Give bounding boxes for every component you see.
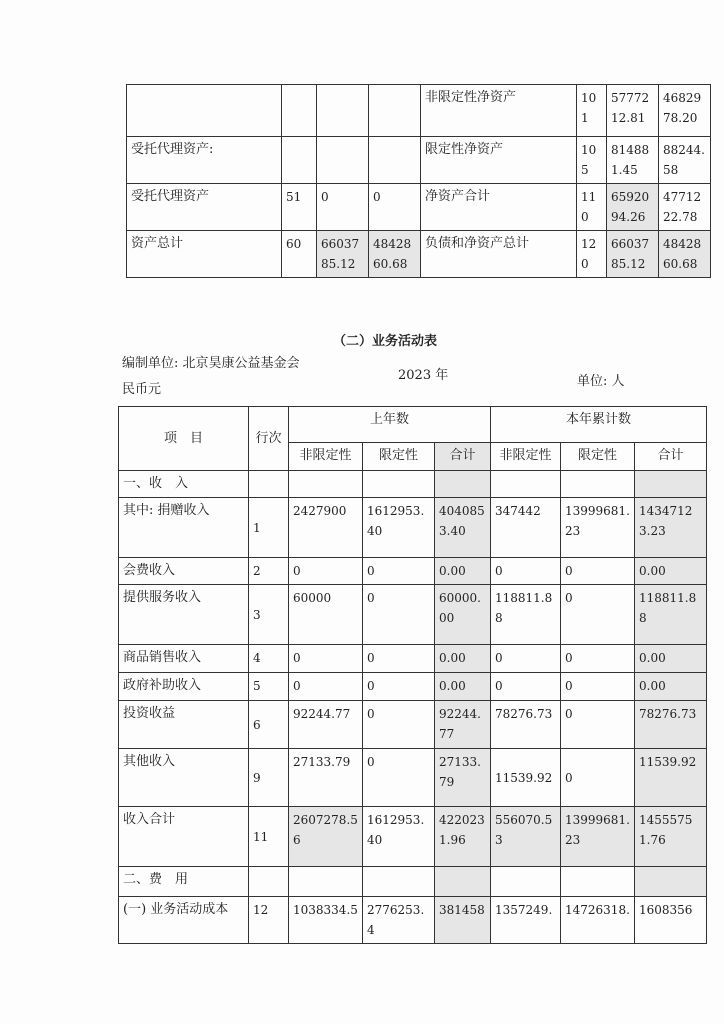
table-row [119,749,707,807]
right-prev: 5777212.81 [607,85,659,137]
left-line: 51 [282,184,317,231]
left-prev: 6603785.12 [317,231,369,278]
row-line [249,471,289,498]
left-line: 60 [282,231,317,278]
cur-restricted: 0 [561,585,635,645]
left-label: 资产总计 [127,231,282,278]
cur-total: 78276.73 [635,701,707,749]
prev-total: 4040853.40 [435,498,491,558]
cur-total [635,867,707,897]
cur-restricted: 0 [561,645,635,673]
table-row [119,558,707,585]
left-line [282,137,317,184]
table-row [119,897,707,944]
org-name: 编制单位: 北京昊康公益基金会 [122,356,300,371]
prev-unrestricted [289,867,363,897]
cur-restricted: 0 [561,558,635,585]
row-label: 一、收 入 [119,471,249,498]
row-line: 1 [249,498,289,558]
right-cur: 4771222.78 [659,184,711,231]
row-label: (一) 业务活动成本 [119,897,249,944]
prev-unrestricted: 2607278.56 [289,807,363,867]
prev-restricted: 2776253.4 [363,897,435,944]
cur-total: 0.00 [635,673,707,701]
cur-unrestricted: 1357249. [491,897,561,944]
prev-total: 92244.77 [435,701,491,749]
cur-unrestricted: 78276.73 [491,701,561,749]
cur-unrestricted: 11539.92 [491,749,561,807]
header-cur-total: 合计 [635,443,707,471]
prev-restricted: 0 [363,749,435,807]
left-cur: 4842860.68 [369,231,421,278]
cur-total: 118811.88 [635,585,707,645]
table-row [127,85,711,137]
table-row [119,471,707,498]
right-label: 非限定性净资产 [421,85,577,137]
prev-unrestricted: 0 [289,673,363,701]
prev-restricted: 0 [363,558,435,585]
row-line: 2 [249,558,289,585]
right-prev: 6603785.12 [607,231,659,278]
left-cur [369,85,421,137]
table-row [119,585,707,645]
cur-unrestricted: 0 [491,558,561,585]
prev-unrestricted: 0 [289,558,363,585]
table-row [119,807,707,867]
prev-unrestricted: 2427900 [289,498,363,558]
right-cur: 4682978.20 [659,85,711,137]
header-cur-unrestricted: 非限定性 [491,443,561,471]
prev-total: 0.00 [435,673,491,701]
header-cur-year: 本年累计数 [491,407,707,443]
cur-unrestricted [491,471,561,498]
row-label: 提供服务收入 [119,585,249,645]
balance-sheet-table [126,84,711,278]
cur-restricted [561,471,635,498]
left-label: 受托代理资产: [127,137,282,184]
unit-label-cont: 民币元 [122,382,162,397]
cur-restricted: 14726318. [561,897,635,944]
table-row [127,184,711,231]
row-label: 二、费 用 [119,867,249,897]
row-label: 商品销售收入 [119,645,249,673]
cur-unrestricted: 556070.53 [491,807,561,867]
prev-total [435,867,491,897]
table-row [119,645,707,673]
prev-unrestricted: 92244.77 [289,701,363,749]
prev-unrestricted: 0 [289,645,363,673]
right-label: 负债和净资产总计 [421,231,577,278]
right-prev: 814881.45 [607,137,659,184]
cur-restricted: 0 [561,673,635,701]
row-label: 投资收益 [119,701,249,749]
left-prev: 0 [317,184,369,231]
header-row [119,407,707,443]
prev-restricted: 0 [363,645,435,673]
table-row [127,231,711,278]
cur-unrestricted [491,867,561,897]
table-row [127,137,711,184]
cur-unrestricted: 0 [491,673,561,701]
cur-unrestricted: 347442 [491,498,561,558]
cur-total: 14555751.76 [635,807,707,867]
prev-total: 0.00 [435,558,491,585]
left-prev [317,85,369,137]
header-prev-year: 上年数 [289,407,491,443]
prev-unrestricted: 27133.79 [289,749,363,807]
cur-unrestricted: 0 [491,645,561,673]
cur-total: 0.00 [635,645,707,673]
prev-total: 60000.00 [435,585,491,645]
header-prev-restricted: 限定性 [363,443,435,471]
header-cur-restricted: 限定性 [561,443,635,471]
cur-total: 14347123.23 [635,498,707,558]
prev-total: 27133.79 [435,749,491,807]
row-line: 4 [249,645,289,673]
left-cur: 0 [369,184,421,231]
prev-total: 4220231.96 [435,807,491,867]
row-line: 3 [249,585,289,645]
row-label: 会费收入 [119,558,249,585]
right-line: 105 [577,137,607,184]
row-label: 其他收入 [119,749,249,807]
row-line: 12 [249,897,289,944]
cur-total: 11539.92 [635,749,707,807]
right-line: 101 [577,85,607,137]
row-line: 9 [249,749,289,807]
table-row [119,701,707,749]
right-cur: 88244.58 [659,137,711,184]
prev-unrestricted: 60000 [289,585,363,645]
right-label: 限定性净资产 [421,137,577,184]
row-line: 6 [249,701,289,749]
row-label: 政府补助收入 [119,673,249,701]
table-row [119,867,707,897]
row-label: 收入合计 [119,807,249,867]
table-row [119,673,707,701]
row-line [249,867,289,897]
prev-restricted: 0 [363,673,435,701]
left-label: 受托代理资产 [127,184,282,231]
left-prev [317,137,369,184]
cur-restricted [561,867,635,897]
header-prev-unrestricted: 非限定性 [289,443,363,471]
prev-total: 0.00 [435,645,491,673]
cur-total: 0.00 [635,558,707,585]
right-prev: 6592094.26 [607,184,659,231]
left-cur [369,137,421,184]
cur-unrestricted: 118811.88 [491,585,561,645]
left-label [127,85,282,137]
right-label: 净资产合计 [421,184,577,231]
unit-label: 单位: 人 [577,374,625,389]
prev-restricted: 1612953.40 [363,498,435,558]
header-prev-total: 合计 [435,443,491,471]
right-line: 110 [577,184,607,231]
prev-restricted: 0 [363,585,435,645]
prev-restricted [363,471,435,498]
prev-restricted: 1612953.40 [363,807,435,867]
right-line: 120 [577,231,607,278]
row-line: 11 [249,807,289,867]
cur-restricted: 13999681.23 [561,807,635,867]
left-line [282,85,317,137]
prev-unrestricted: 1038334.5 [289,897,363,944]
cur-restricted: 13999681.23 [561,498,635,558]
cur-total [635,471,707,498]
cur-total: 1608356 [635,897,707,944]
report-year: 2023 年 [398,368,449,383]
prev-restricted: 0 [363,701,435,749]
prev-unrestricted [289,471,363,498]
cur-restricted: 0 [561,749,635,807]
cur-restricted: 0 [561,701,635,749]
prev-total: 381458 [435,897,491,944]
right-cur: 4842860.68 [659,231,711,278]
section-title: （二）业务活动表 [333,334,438,349]
row-line: 5 [249,673,289,701]
header-line: 行次 [249,407,289,471]
prev-restricted [363,867,435,897]
activity-table [118,406,707,944]
header-item: 项 目 [119,407,249,471]
table-row [119,498,707,558]
prev-total [435,471,491,498]
row-label: 其中: 捐赠收入 [119,498,249,558]
